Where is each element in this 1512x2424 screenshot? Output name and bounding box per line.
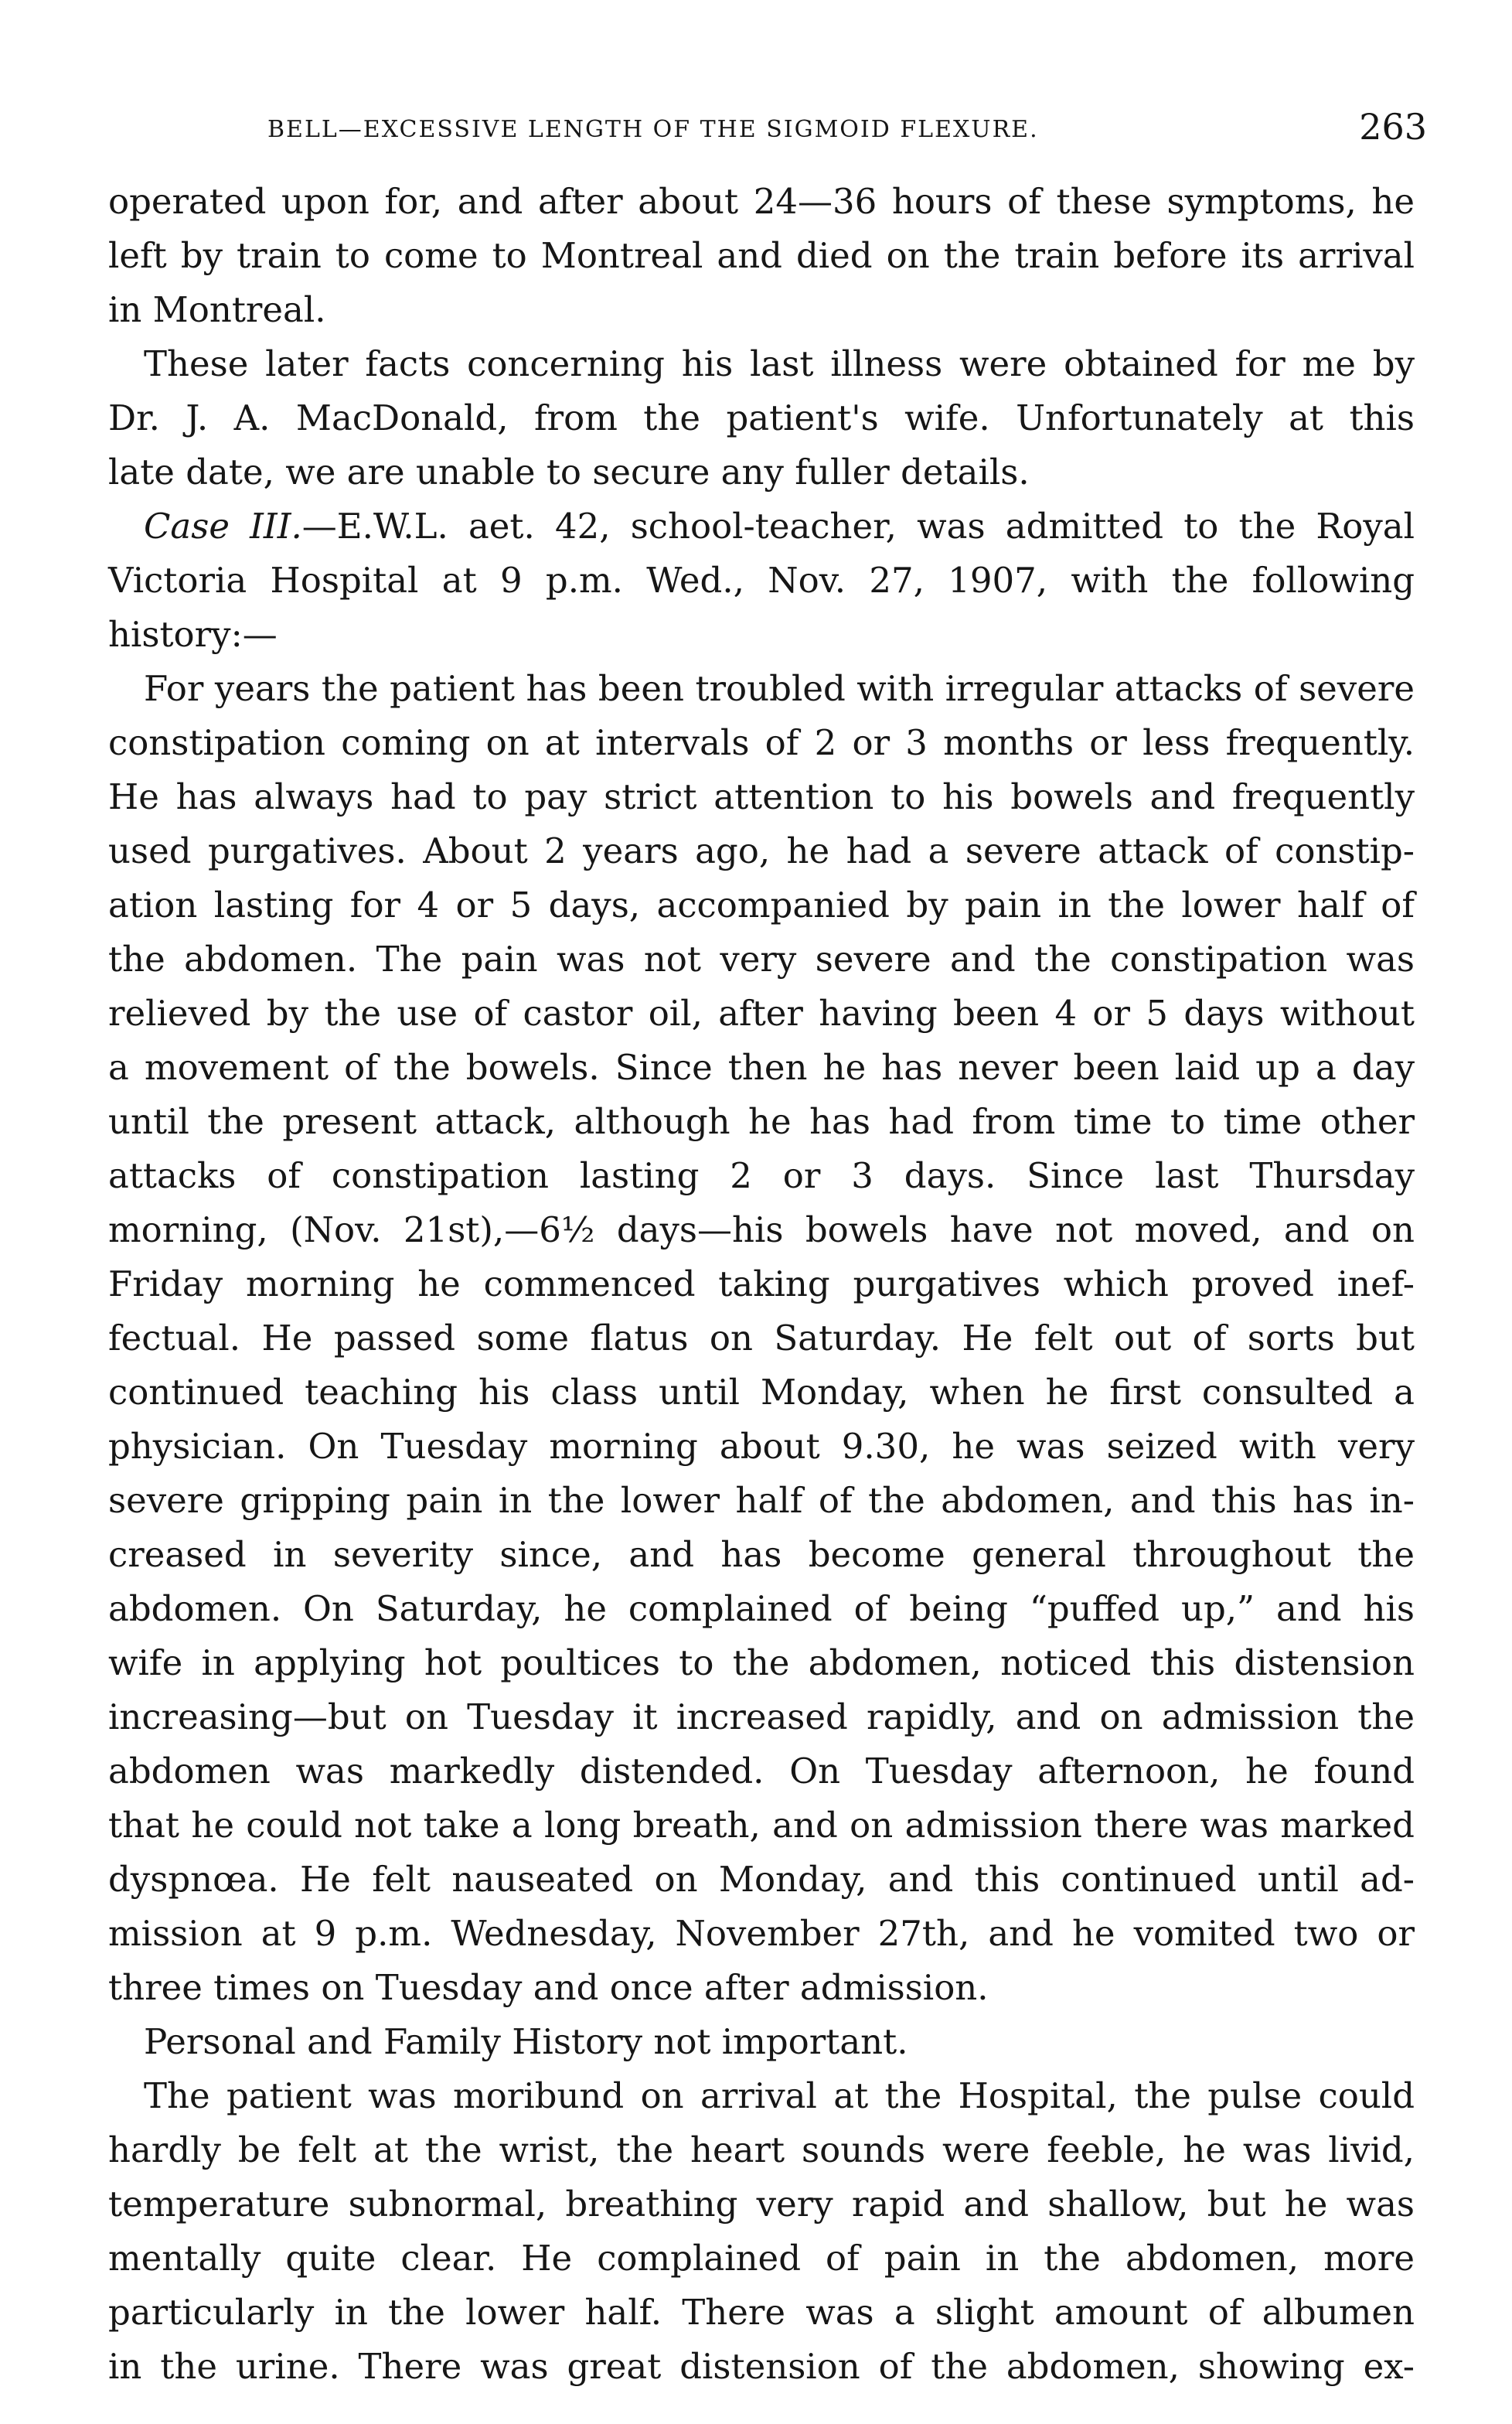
text-line: the abdomen. The pain was not very severe and the constipation was <box>108 939 1415 980</box>
text-line: left by train to come to Montreal and died on the train before its arrival <box>108 235 1415 276</box>
text-line: in Montreal. <box>108 289 326 330</box>
text-line: temperature subnormal, breathing very rapid and shallow, but he was <box>108 2184 1415 2225</box>
text-line: hardly be felt at the wrist, the heart sounds were feeble, he was livid, <box>108 2129 1415 2170</box>
case-heading-line: Case III.—E.W.L. aet. 42, school-teacher, was admitted to the Royal <box>144 506 1415 547</box>
text-line: constipation coming on at intervals of 2 or 3 months or less frequently. <box>108 722 1415 763</box>
text-line: Dr. J. A. MacDonald, from the patient's wife. Unfortunately at this <box>108 397 1415 438</box>
text-line: mentally quite clear. He complained of pain in the abdomen, more <box>108 2238 1415 2279</box>
text-line: history:— <box>108 614 278 655</box>
text-line: ation lasting for 4 or 5 days, accompanied by pain in the lower half of <box>108 885 1415 926</box>
text-line: wife in applying hot poultices to the abdomen, noticed this distension <box>108 1642 1415 1683</box>
text-line: until the present attack, although he has had from time to time other <box>108 1101 1415 1142</box>
text-line: late date, we are unable to secure any fuller details. <box>108 452 1030 493</box>
text-line: severe gripping pain in the lower half of the abdomen, and this has in- <box>108 1480 1415 1521</box>
text-line: particularly in the lower half. There was a slight amount of albumen <box>108 2292 1415 2333</box>
text-line: attacks of constipation lasting 2 or 3 days. Since last Thursday <box>108 1155 1415 1196</box>
text-line: abdomen was markedly distended. On Tuesday afternoon, he found <box>108 1751 1415 1792</box>
text-line: a movement of the bowels. Since then he has never been laid up a day <box>108 1047 1415 1088</box>
text-line: Friday morning he commenced taking purgatives which proved inef- <box>108 1263 1415 1304</box>
text-line: He has always had to pay strict attention to his bowels and frequently <box>108 776 1415 817</box>
text-line: continued teaching his class until Monday, when he first consulted a <box>108 1372 1415 1413</box>
text-line: increasing—but on Tuesday it increased rapidly, and on admission the <box>108 1696 1415 1737</box>
running-title: BELL—EXCESSIVE LENGTH OF THE SIGMOID FLEXURE. <box>267 116 1039 143</box>
text-line: physician. On Tuesday morning about 9.30, he was seized with very <box>108 1426 1415 1467</box>
text-line: operated upon for, and after about 24—36 hours of these symptoms, he <box>108 181 1415 222</box>
text-line: relieved by the use of castor oil, after having been 4 or 5 days without <box>108 993 1415 1034</box>
text-line: fectual. He passed some flatus on Saturday. He felt out of sorts but <box>108 1318 1415 1359</box>
text-line: Victoria Hospital at 9 p.m. Wed., Nov. 27, 1907, with the following <box>108 560 1415 601</box>
text-line: that he could not take a long breath, and on admission there was marked <box>108 1805 1415 1846</box>
text-line: three times on Tuesday and once after admission. <box>108 1967 989 2008</box>
text-line: These later facts concerning his last illness were obtained for me by <box>144 343 1415 384</box>
text-line: dyspnœa. He felt nauseated on Monday, and this continued until ad- <box>108 1859 1415 1900</box>
text-line: abdomen. On Saturday, he complained of being “puffed up,” and his <box>108 1588 1415 1629</box>
text-line: Personal and Family History not important. <box>144 2021 908 2062</box>
text-line: mission at 9 p.m. Wednesday, November 27th, and he vomited two or <box>108 1913 1415 1954</box>
case-label: Case III. <box>144 506 302 547</box>
page-number: 263 <box>1359 106 1427 148</box>
text-line: creased in severity since, and has become general throughout the <box>108 1534 1415 1575</box>
text-line: The patient was moribund on arrival at the Hospital, the pulse could <box>144 2075 1415 2116</box>
text-line: morning, (Nov. 21st),—6½ days—his bowels have not moved, and on <box>108 1209 1415 1250</box>
text-line: For years the patient has been troubled with irregular attacks of severe <box>144 668 1415 709</box>
text-line: in the urine. There was great distension of the abdomen, showing ex- <box>108 2346 1415 2387</box>
text-line: used purgatives. About 2 years ago, he had a severe attack of constip- <box>108 830 1415 871</box>
